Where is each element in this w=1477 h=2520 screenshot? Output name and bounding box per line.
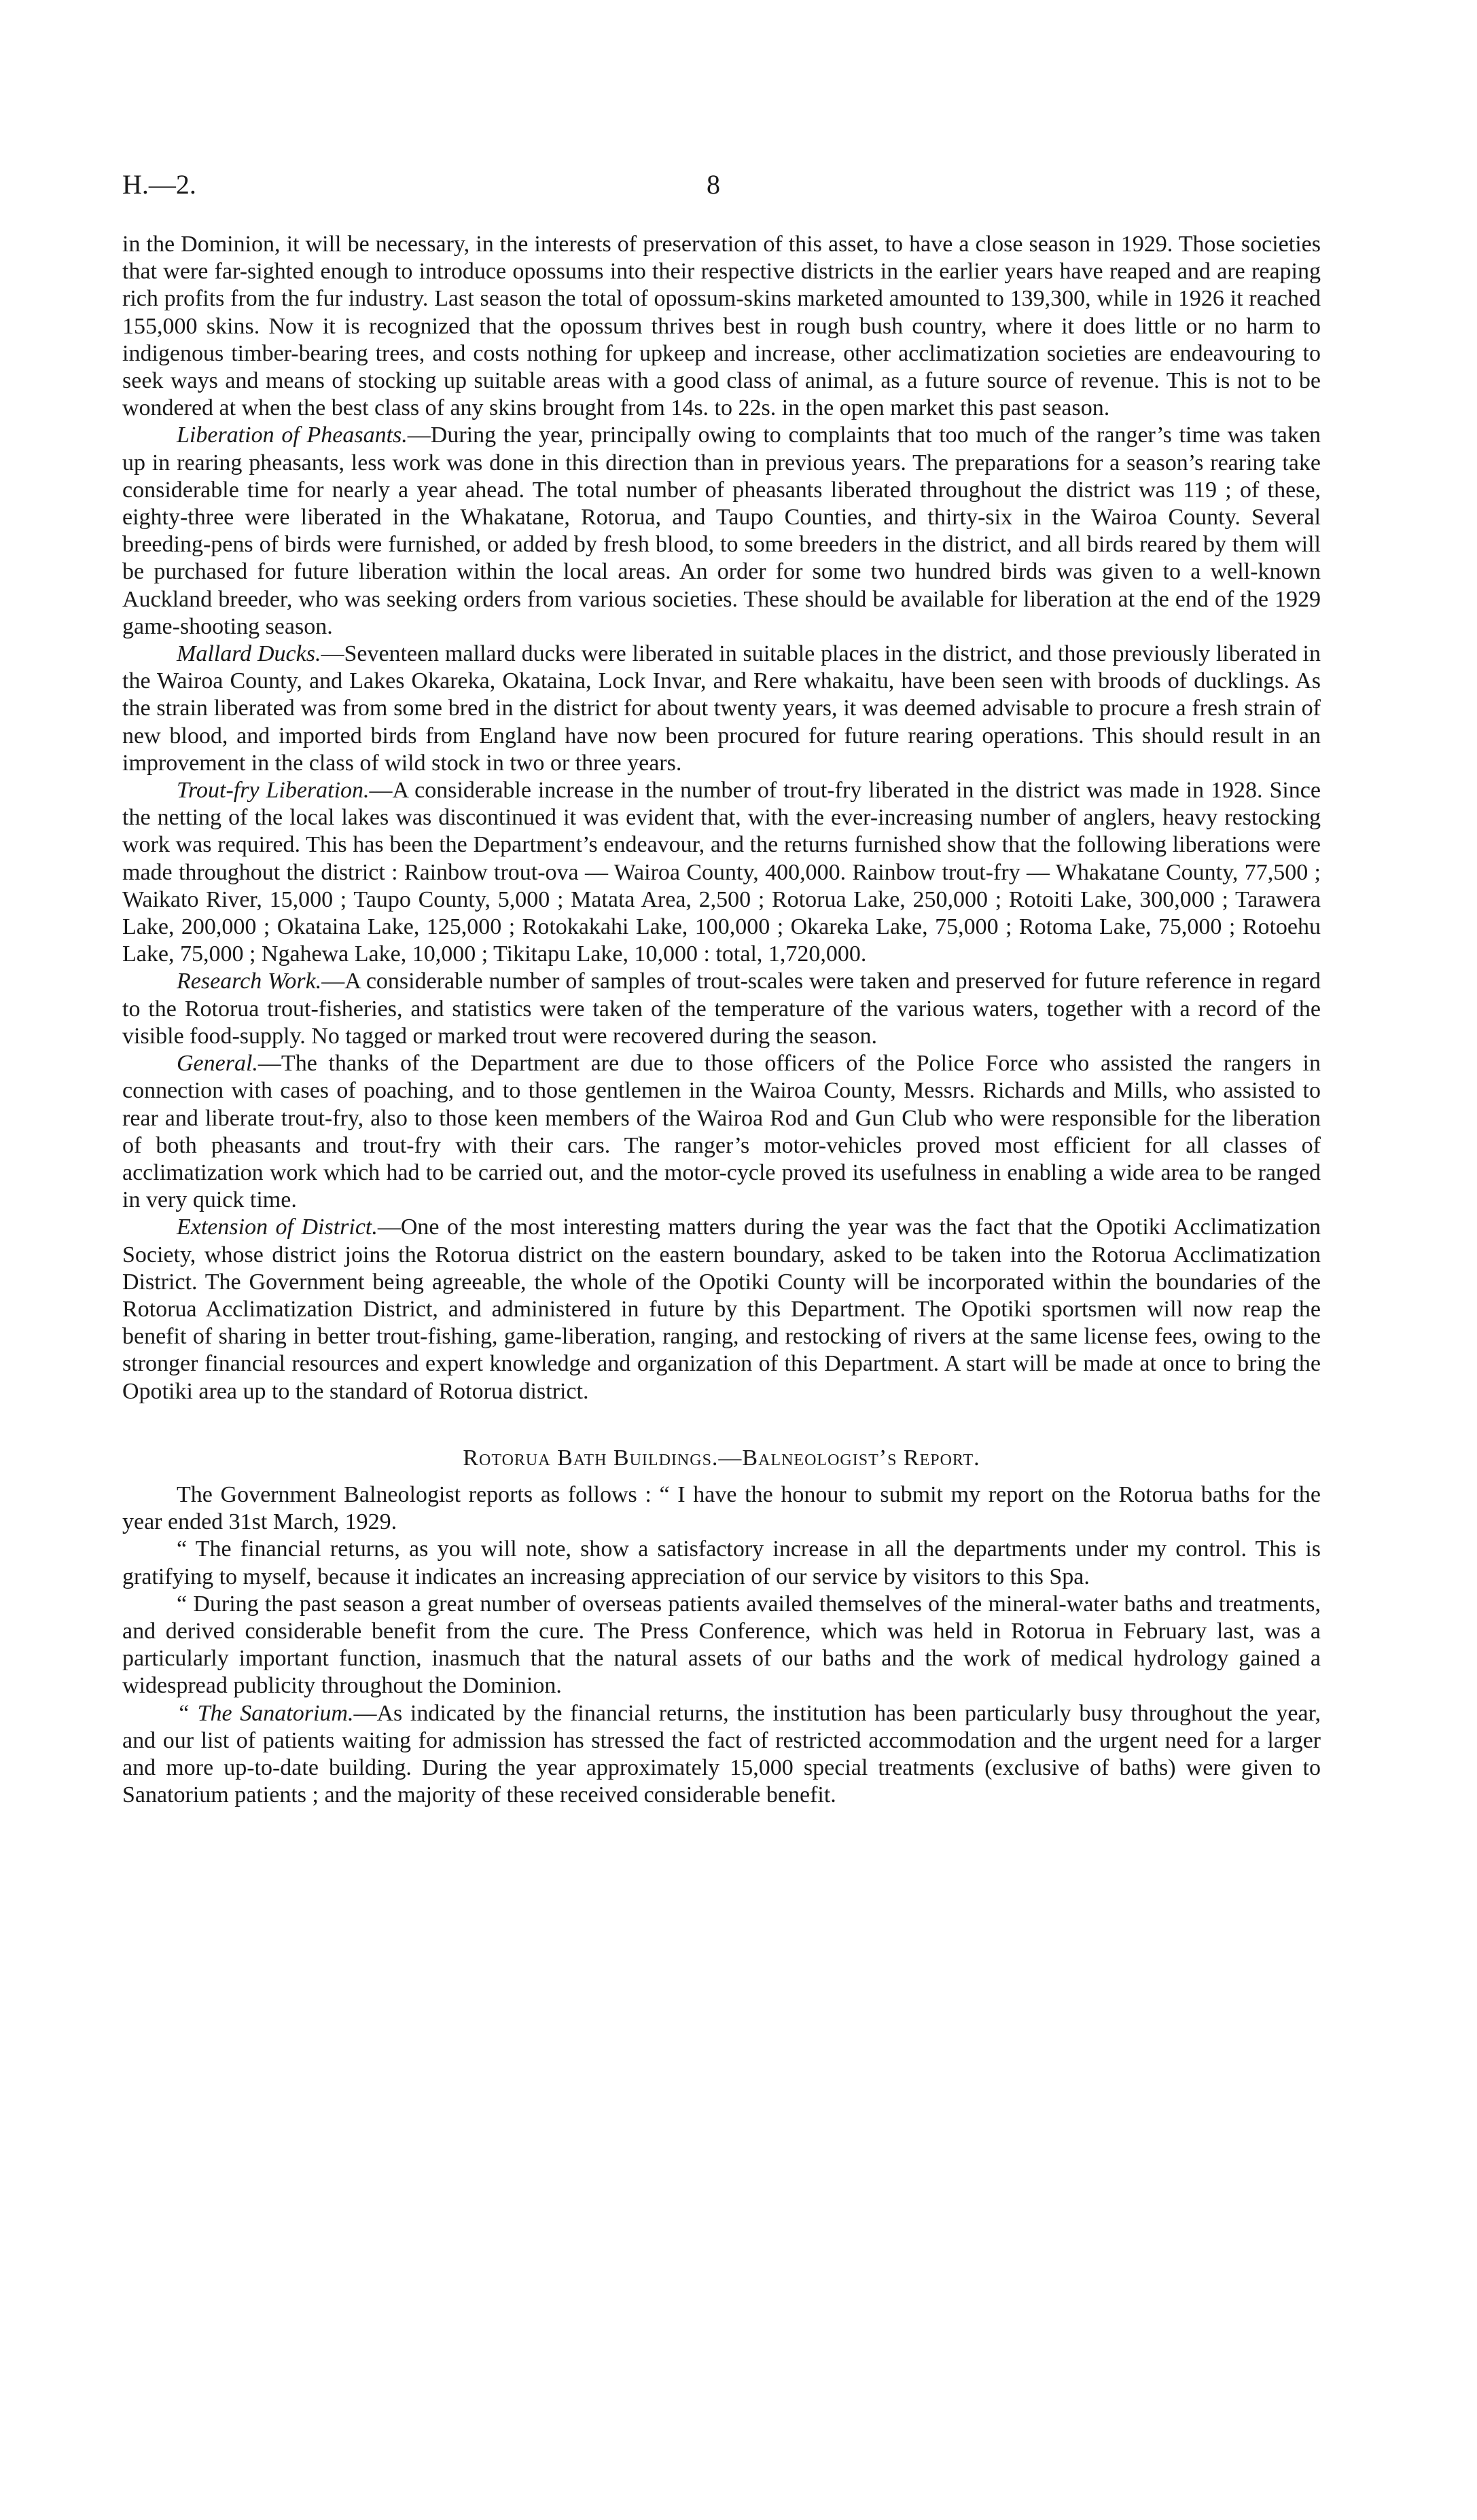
paragraph-text: in the Dominion, it will be necessary, in the interests of preservation of this asset, to have a close season in 1929. Those societies that were far-sighted enough to introduce opossums into their respective districts in the earlier years have reaped and are reaping rich profits from the fur industry. Last season the total of opossum-skins marketed amounted to 139,300, while in 1926 it reached 155,000 skins. Now it is recognized that the opossum thrives best in rough bush country, where it does little or no harm to indigenous timber-bearing trees, and costs nothing for upkeep and increase, other acclimatization societies are endeavouring to seek ways and means of stocking up suitable areas with a good class of animal, as a future source of revenue. This is not to be wondered at when the best class of any skins brought from 14s. to 22s. in the open market this past season.: [122, 232, 1321, 421]
paragraph-text: —As indicated by the financial returns, the institution has been particularly busy throughout the year, and our list of patients waiting for admission has stressed the fact of restricted accommodation and the urgent need for a larger and more up-to-date building. During the year approximately 15,000 special treatments (exclusive of baths) were given to Sanatorium patients ; and the majority of these received considerable benefit.: [122, 1700, 1321, 1808]
paragraph-text: —During the year, principally owing to complaints that too much of the ranger’s time was taken up in rearing pheasants, less work was done in this direction than in previous years. The preparations for a season’s rearing take considerable time for nearly a year ahead. The total number of pheasants liberated throughout the district was 119 ; of these, eighty-three were liberated in the Whakatane, Rotorua, and Taupo Counties, and thirty-six in the Wairoa County. Several breeding-pens of birds were furnished, or added by fresh blood, to some breeders in the district, and all birds reared by them will be purchased for future liberation within the local areas. An order for some two hundred birds was given to a well-known Auckland breeder, who was seeking orders from various societies. These should be available for liberation at the end of the 1929 game-shooting season.: [122, 422, 1321, 639]
page-header: [122, 168, 1318, 209]
subheading: Liberation of Pheasants.: [177, 422, 408, 448]
paragraph-extension-of-district: [122, 1214, 1321, 1405]
paragraph-pheasants: [122, 422, 1321, 641]
paragraph-financial-returns: [122, 1536, 1321, 1590]
subheading: Research Work.: [177, 969, 322, 994]
paragraph-text: —A considerable number of samples of trout-scales were taken and preserved for future reference in regard to the Rotorua trout-fisheries, and statistics were taken of the temperature of the various waters, together with a record of the visible food-supply. No tagged or marked trout were recovered during the season.: [122, 969, 1321, 1049]
paragraph-text: “ The financial returns, as you will note, show a satisfactory increase in all the departments under my control. This is gratifying to myself, because it indicates an increasing appreciation of our service by visitors to this Spa.: [122, 1536, 1321, 1589]
paragraph-sanatorium: [122, 1700, 1321, 1810]
page-body: [122, 231, 1321, 1809]
paragraph-balneologist-intro: [122, 1481, 1321, 1536]
section-title: Rotorua Bath Buildings.—Balneologist’s Report.: [463, 1445, 980, 1471]
paragraph-trout-fry: [122, 777, 1321, 968]
paragraph-text: —A considerable increase in the number of trout-fry liberated in the district was made in 1928. Since the netting of the local lakes was discontinued it was evident that, with the ever-increasing number of anglers, heavy restocking work was required. This has been the Department’s endeavour, and the returns furnished show that the following liberations were made throughout the district : Rainbow trout-ova — Wairoa County, 400,000. Rainbow trout-fry — Whakatane County, 77,500 ; Waikato River, 15,000 ; Taupo County, 5,000 ; Matata Area, 2,500 ; Rotorua Lake, 250,000 ; Rotoiti Lake, 300,000 ; Tarawera Lake, 200,000 ; Okataina Lake, 125,000 ; Rotokakahi Lake, 100,000 ; Okareka Lake, 75,000 ; Rotoma Lake, 75,000 ; Rotoehu Lake, 75,000 ; Ngahewa Lake, 10,000 ; Tikitapu Lake, 10,000 : total, 1,720,000.: [122, 778, 1321, 967]
paragraph-text: —The thanks of the Department are due to those officers of the Police Force who assisted the rangers in connection with cases of poaching, and to those gentlemen in the Wairoa County, Messrs. Richards and Mills, who assisted to rear and liberate trout-fry, also to those keen members of the Wairoa Rod and Gun Club who were responsible for the liberation of both pheasants and trout-fry with their cars. The ranger’s motor-vehicles proved most efficient for all classes of acclimatization work which had to be carried out, and the motor-cycle proved its usefulness in enabling a wide area to be ranged in very quick time.: [122, 1051, 1321, 1213]
subheading: Extension of District.: [177, 1214, 378, 1240]
subheading: General.: [177, 1051, 258, 1077]
paragraph-research-work: [122, 968, 1321, 1050]
paragraph-overseas-patients: [122, 1591, 1321, 1700]
subheading: Mallard Ducks.: [177, 641, 321, 667]
paragraph-text: “ During the past season a great number of overseas patients availed themselves of the mineral-water baths and treatments, and derived considerable benefit from the cure. The Press Conference, which was held in Rotorua in February last, was a particularly important function, inasmuch that the natural assets of our baths and the work of medical hydrology gained a widespread publicity throughout the Dominion.: [122, 1591, 1321, 1699]
page-number: 8: [707, 169, 720, 200]
paragraph-mallard-ducks: [122, 641, 1321, 777]
subheading: Trout-fry Liberation.: [177, 778, 370, 804]
paragraph-general: [122, 1050, 1321, 1214]
document-reference: H.—2.: [122, 169, 196, 200]
paragraph-text: —One of the most interesting matters during the year was the fact that the Opotiki Acclimatization Society, whose district joins the Rotorua district on the eastern boundary, asked to be taken into the Rotorua Acclimatization District. The Government being agreeable, the whole of the Opotiki County will be incorporated within the boundaries of the Rotorua Acclimatization District, and administered in future by this Department. The Opotiki sportsmen will now reap the benefit of sharing in better trout-fishing, game-liberation, ranging, and restocking of rivers at the same license fees, owing to the stronger financial resources and expert knowledge and organization of this Department. A start will be made at once to bring the Opotiki area up to the standard of Rotorua district.: [122, 1214, 1321, 1404]
paragraph-text: —Seventeen mallard ducks were liberated in suitable places in the district, and those previously liberated in the Wairoa County, and Lakes Okareka, Okataina, Lock Invar, and Rere whakaitu, have been seen with broods of ducklings. As the strain liberated was from some bred in the district for about twenty years, it was deemed advisable to procure a fresh strain of new blood, and imported birds from England have now been procured for future rearing operations. This should result in an improvement in the class of wild stock in two or three years.: [122, 641, 1321, 776]
paragraph-text: The Government Balneologist reports as follows : “ I have the honour to submit my report on the Rotorua baths for the year ended 31st March, 1929.: [122, 1481, 1321, 1535]
subheading: “ The Sanatorium.: [177, 1700, 354, 1726]
paragraph-opossum: [122, 231, 1321, 422]
